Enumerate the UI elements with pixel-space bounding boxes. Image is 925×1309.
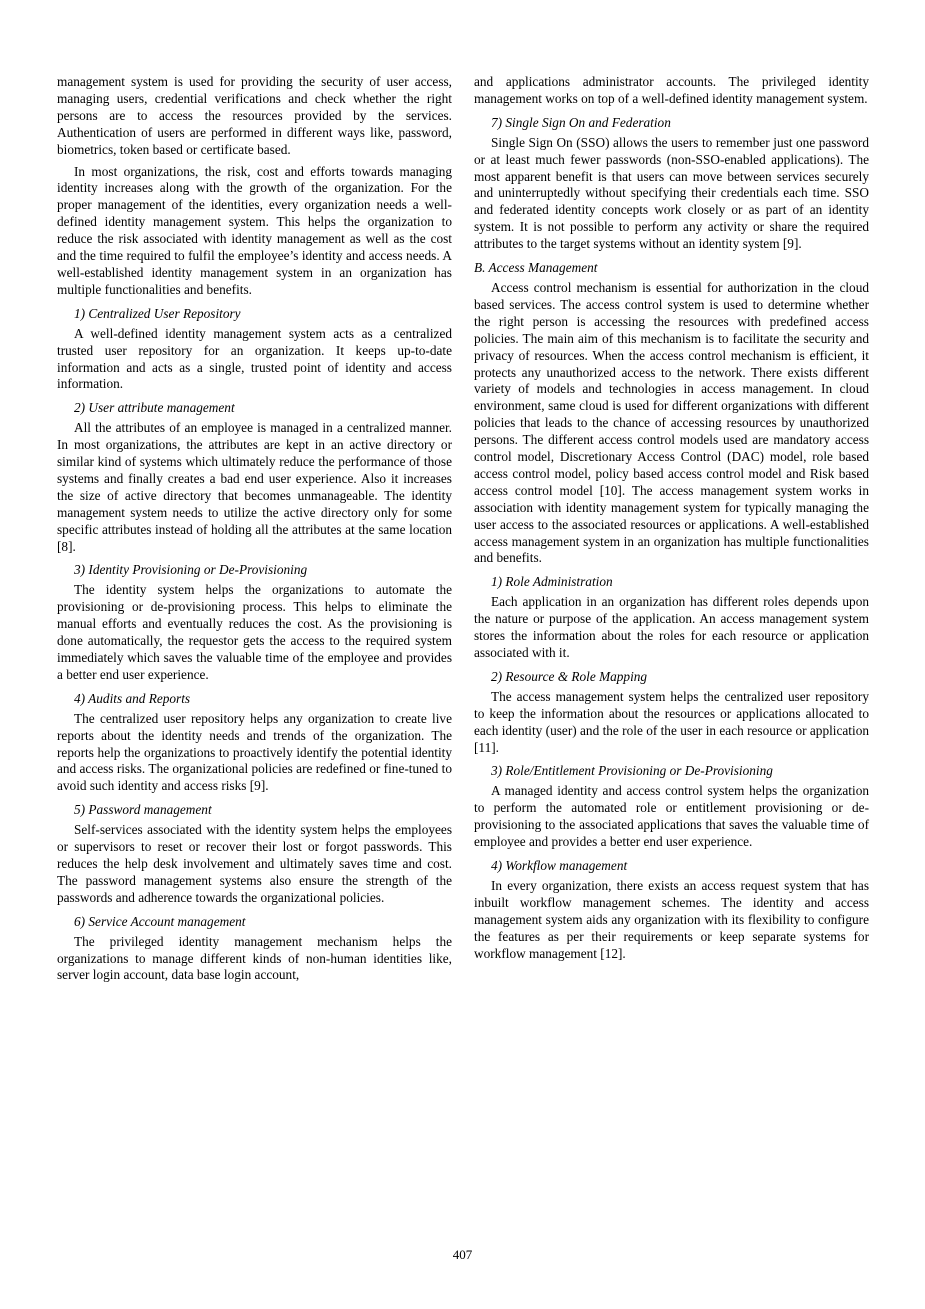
paragraph: management system is used for providing the security of user access, managing users, credential verifications and check whether the right persons are to access the resources provided by the services. Authentication of users are performed in different ways like, password, biometrics, token based or certificate based. <box>57 74 452 157</box>
section-heading: 4) Workflow management <box>491 857 628 873</box>
paragraph: The access management system helps the centralized user repository to keep the information about the resources or applications allocated to each identity (user) and the role of the user in each resource or application [11]. <box>474 688 869 755</box>
paragraph: Each application in an organization has different roles depends upon the nature or purpose of the application. An access management system stores the information about the roles for each resource or application associated with it. <box>474 594 869 660</box>
paragraph: In every organization, there exists an access request system that has inbuilt workflow management schemes. The identity and access management system aids any organization with its flexibility to configure the features as per their requirements or keep separate systems for workflow management [12]. <box>474 877 869 961</box>
right-column <box>474 74 869 989</box>
paragraph: The privileged identity management mechanism helps the organizations to manage different kinds of non-human identities like, server login account, data base login account, <box>57 933 452 983</box>
paragraph: Self-services associated with the identity system helps the employees or supervisors to reset or recover their lost or forgot passwords. This reduces the help desk involvement and ultimately saves time and cost. The password management systems also ensure the strength of the passwords and adherence towards the organizational policies. <box>57 822 452 905</box>
section-heading: 1) Centralized User Repository <box>74 305 241 321</box>
section-heading: 2) User attribute management <box>74 400 235 416</box>
left-column <box>57 74 452 989</box>
paragraph: A well-defined identity management system acts as a centralized trusted user repository for an organization. It keeps up-to-date information and acts as a single, trusted point of identity and access information. <box>57 325 452 392</box>
paragraph: The identity system helps the organizations to automate the provisioning or de-provisioning process. This helps to eliminate the manual efforts and eventually reduces the cost. As the provisioning is done automatically, the requestor gets the access to the required system immediately which saves the valuable time of the employee and provides a better end user experience. <box>57 582 452 682</box>
section-heading: 6) Service Account management <box>74 913 246 929</box>
paragraph: All the attributes of an employee is managed in a centralized manner. In most organizations, the attributes are kept in an active directory or similar kind of systems which ultimately reduce the performance of those systems and finally creates a bad end user experience. Also it increases the size of active directory that becomes unmanageable. The identity management system needs to utilize the active directory only for some specific attributes instead of holding all the attributes at the same location [8]. <box>57 420 452 554</box>
paragraph: The centralized user repository helps any organization to create live reports about the identity needs and trends of the organization. The reports help the organizations to proactively identify the potential identity and access risks. The organizational policies are redefined or fine-tuned to avoid such identity and access risks [9]. <box>57 710 452 794</box>
section-heading: 1) Role Administration <box>491 574 613 590</box>
paragraph: A managed identity and access control system helps the organization to perform the automated role or entitlement provisioning or de-provisioning to the associated applications that saves the valuable time of employee and provides a better end user experience. <box>474 783 869 850</box>
paragraph: In most organizations, the risk, cost and efforts towards managing identity increases along with the growth of the organization. For the proper management of the identities, every organization needs a well-defined identity management system. This helps the organization to reduce the risk associated with identity management as well as the cost and the time required to fulfil the employee’s identity and access needs. A well-established identity management system in an organization has multiple functionalities and benefits. <box>57 163 452 297</box>
section-heading: B. Access Management <box>474 260 598 276</box>
section-heading: 7) Single Sign On and Federation <box>491 114 671 130</box>
paragraph: and applications administrator accounts. The privileged identity management works on top of a well-defined identity management system. <box>474 74 869 106</box>
page-number: 407 <box>452 1247 473 1262</box>
section-heading: 5) Password management <box>74 802 212 818</box>
page-footer <box>0 1246 925 1264</box>
page-content <box>57 74 869 989</box>
section-heading: 4) Audits and Reports <box>74 690 191 706</box>
section-heading: 2) Resource & Role Mapping <box>491 668 648 684</box>
section-heading: 3) Identity Provisioning or De-Provisioning <box>74 562 308 578</box>
section-heading: 3) Role/Entitlement Provisioning or De-Provisioning <box>491 763 773 779</box>
paragraph: Access control mechanism is essential for authorization in the cloud based services. The access control system is used to determine whether the right person is accessing the resources with predefined access policies. The main aim of this mechanism is to facilitate the security and privacy of resources. When the access control mechanism is efficient, it protects any unauthorized access to the network. There exists different variety of models and technologies in access management. In cloud environment, same cloud is used for different organizations with different policies that leads to the chance of accessing resources by unauthorized persons. The different access control models used are mandatory access control model, Discretionary Access Control (DAC) model, role based access control model, policy based access control model and Risk based access control model [10]. The access management system works in association with identity management system for typically managing the user access to the associated resources or applications. A well-established access management system in an organization has multiple functionalities and benefits. <box>474 279 869 566</box>
paragraph: Single Sign On (SSO) allows the users to remember just one password or at least much fewer passwords (non-SSO-enabled applications). The most apparent benefit is that users can move between services securely and uninterruptedly without specifying their credentials each time. SSO and federated identity concepts work closely or as part of an identity system. It is not possible to perform any activity or share the required attributes to the target systems without an identity system [9]. <box>474 134 869 252</box>
